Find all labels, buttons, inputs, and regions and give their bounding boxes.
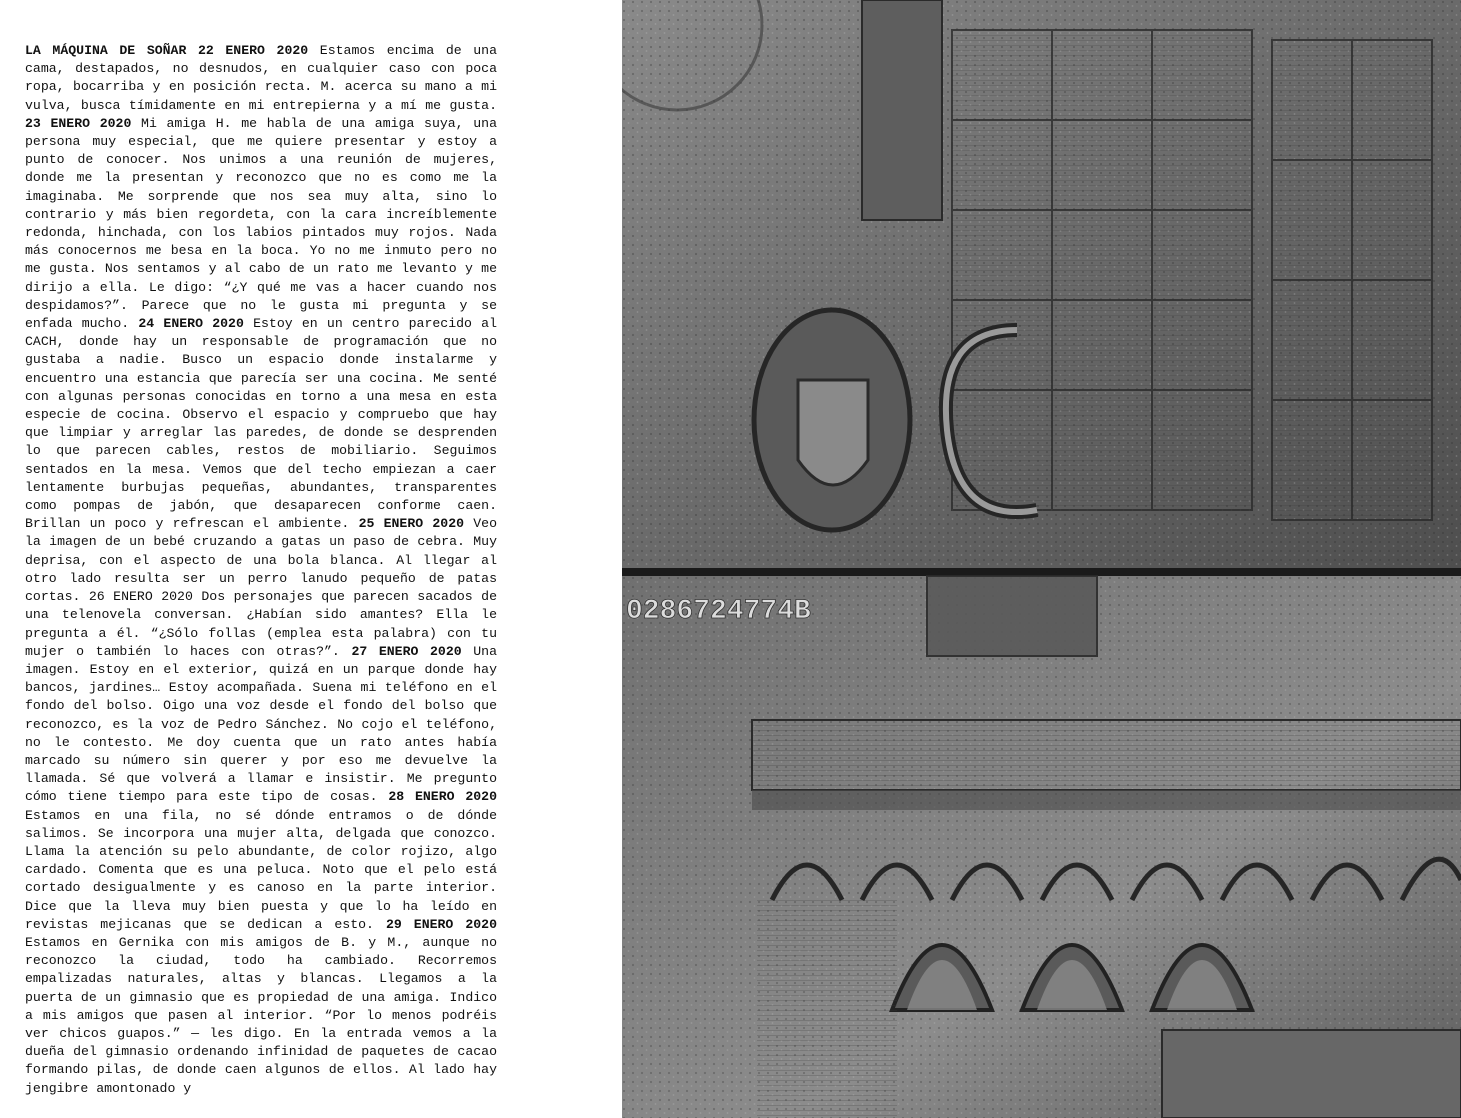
entry-text-24-enero: Estoy en un centro parecido al CACH, donde hay un responsable de programación que no gustaba a nadie. Busco un espacio donde instalarme y encuentro una estancia que parecía ser una cocina. Me senté con algunas personas conocidas en torno a una mesa en esta especie de cocina. Observo el espacio y compruebo que hay que limpiar y arreglar las paredes, de donde se desprenden lo que parecen cables, restos de mobiliario. Seguimos sentados en la mesa. Vemos que del techo empiezan a caer lentamente burbujas pequeñas, abundantes, transparentes como pompas de jabón, que desaparecen conforme caen. Brillan un poco y refrescan el ambiente. <box>25 316 497 532</box>
entry-text-28-enero: Estamos en una fila, no sé dónde entramos o de dónde salimos. Se incorpora una mujer alta, delgada que conozco. Llama la atención su pelo abundante, de color rojizo, algo cardado. Comenta que es una peluca. Noto que el pelo está cortado desigualmente y es canoso en la parte interior. Dice que la lleva muy bien puesta y que lo ha leído en revistas mejicanas que se dedican a esto. <box>25 807 497 932</box>
entry-heading-24-enero: 24 ENERO 2020 <box>138 316 244 332</box>
engraved-city-grid <box>952 30 1432 520</box>
entry-text-27-enero: Una imagen. Estoy en el exterior, quizá en un parque donde hay bancos, jardines… Estoy acompañada. Suena mi teléfono en el fondo del bolso. Oigo una voz desde el fondo del bolso que reconozco, es la voz de Pedro Sánchez. No cojo el teléfono, no le contesto. Me doy cuenta que un rato antes había marcado su número sin querer y por eso me devuelve la llamada. Sé que volverá a llamar e insistir. Me pregunto cómo tiene tiempo para este tipo de cosas. <box>25 643 497 805</box>
entry-text-22-enero: Estamos encima de una cama, destapados, no desnudos, en cualquier caso con poca ropa, bocarriba y en posición recta. M. acerca su mano a mi vulva, busca tímidamente en mi entrepierna y a mí me gusta. <box>25 43 498 113</box>
entry-heading-27-enero: 27 ENERO 2020 <box>351 643 462 659</box>
entry-heading-25-enero: 25 ENERO 2020 <box>358 516 465 532</box>
entry-heading-29-enero: 29 ENERO 2020 <box>385 916 497 932</box>
entry-text-25-enero: Veo la imagen de un bebé cruzando a gatas un paso de cebra. Muy deprisa, con el aspecto de una bola blanca. Al llegar al otro lado resulta ser un perro lanudo pequeño de patas cortas. 26 ENERO 2020 Dos personajes que parecen sacados de una telenovela conversan. ¿Habían sido amantes? Ella le pregunta a él. “¿Sólo follas (emplea esta palabra) con tu mujer o también lo haces con otras?”. <box>25 516 498 659</box>
plate-seam <box>622 568 1461 576</box>
engraved-plate-illustration <box>622 0 1461 1118</box>
engraved-tower <box>862 0 942 220</box>
engraved-plate-photo <box>622 0 1461 1118</box>
entry-text-23-enero: Mi amiga H. me habla de una amiga suya, una persona muy especial, que me quiere presentar y estoy a punto de conocer. Nos unimos a una reunión de mujeres, donde me la presentan y reconozco que no es como me la imaginaba. Me sorprende que nos sea muy alta, sino lo contrario y más bien regordeta, con la cara increíblemente redonda, hinchada, con los labios pintados muy rojos. Nada más conocernos me besa en la boca. Yo no me inmuto pero no me gusta. Nos sentamos y al cabo de un rato me levanto y me dirijo a ella. Le digo: “¿Y qué me vas a hacer cuando nos despidamos?”. Parece que no le gusta mi pregunta y se enfada mucho. <box>25 115 497 332</box>
engraved-base-block <box>1162 1030 1461 1118</box>
entry-text-29-enero: Estamos en Gernika con mis amigos de B. y M., aunque no reconozco la ciudad, todo ha cambiado. Recorremos empalizadas naturales, altas y blancas. Llegamos a la puerta de un gimnasio que es propiedad de una amiga. Indico a mis amigos que pasen al interior. “Por lo menos podréis ver chicos guapos.” — les digo. En la entrada vemos a la dueña del gimnasio ordenando infinidad de paquetes de cacao formando pilas, de donde caen algunos de ellos. Al lado hay jengibre amontonado y <box>25 934 497 1096</box>
dream-diary-text <box>25 42 497 1098</box>
entry-heading-28-enero: 28 ENERO 2020 <box>388 789 497 805</box>
engraved-wall-block <box>757 900 897 1118</box>
engraved-shield <box>798 380 868 485</box>
entry-heading-22-enero: LA MÁQUINA DE SOÑAR 22 ENERO 2020 <box>25 43 309 58</box>
entry-heading-23-enero: 23 ENERO 2020 <box>25 115 132 131</box>
engraved-serial-number: 0286724774B <box>626 596 811 627</box>
text-page <box>0 0 622 1118</box>
